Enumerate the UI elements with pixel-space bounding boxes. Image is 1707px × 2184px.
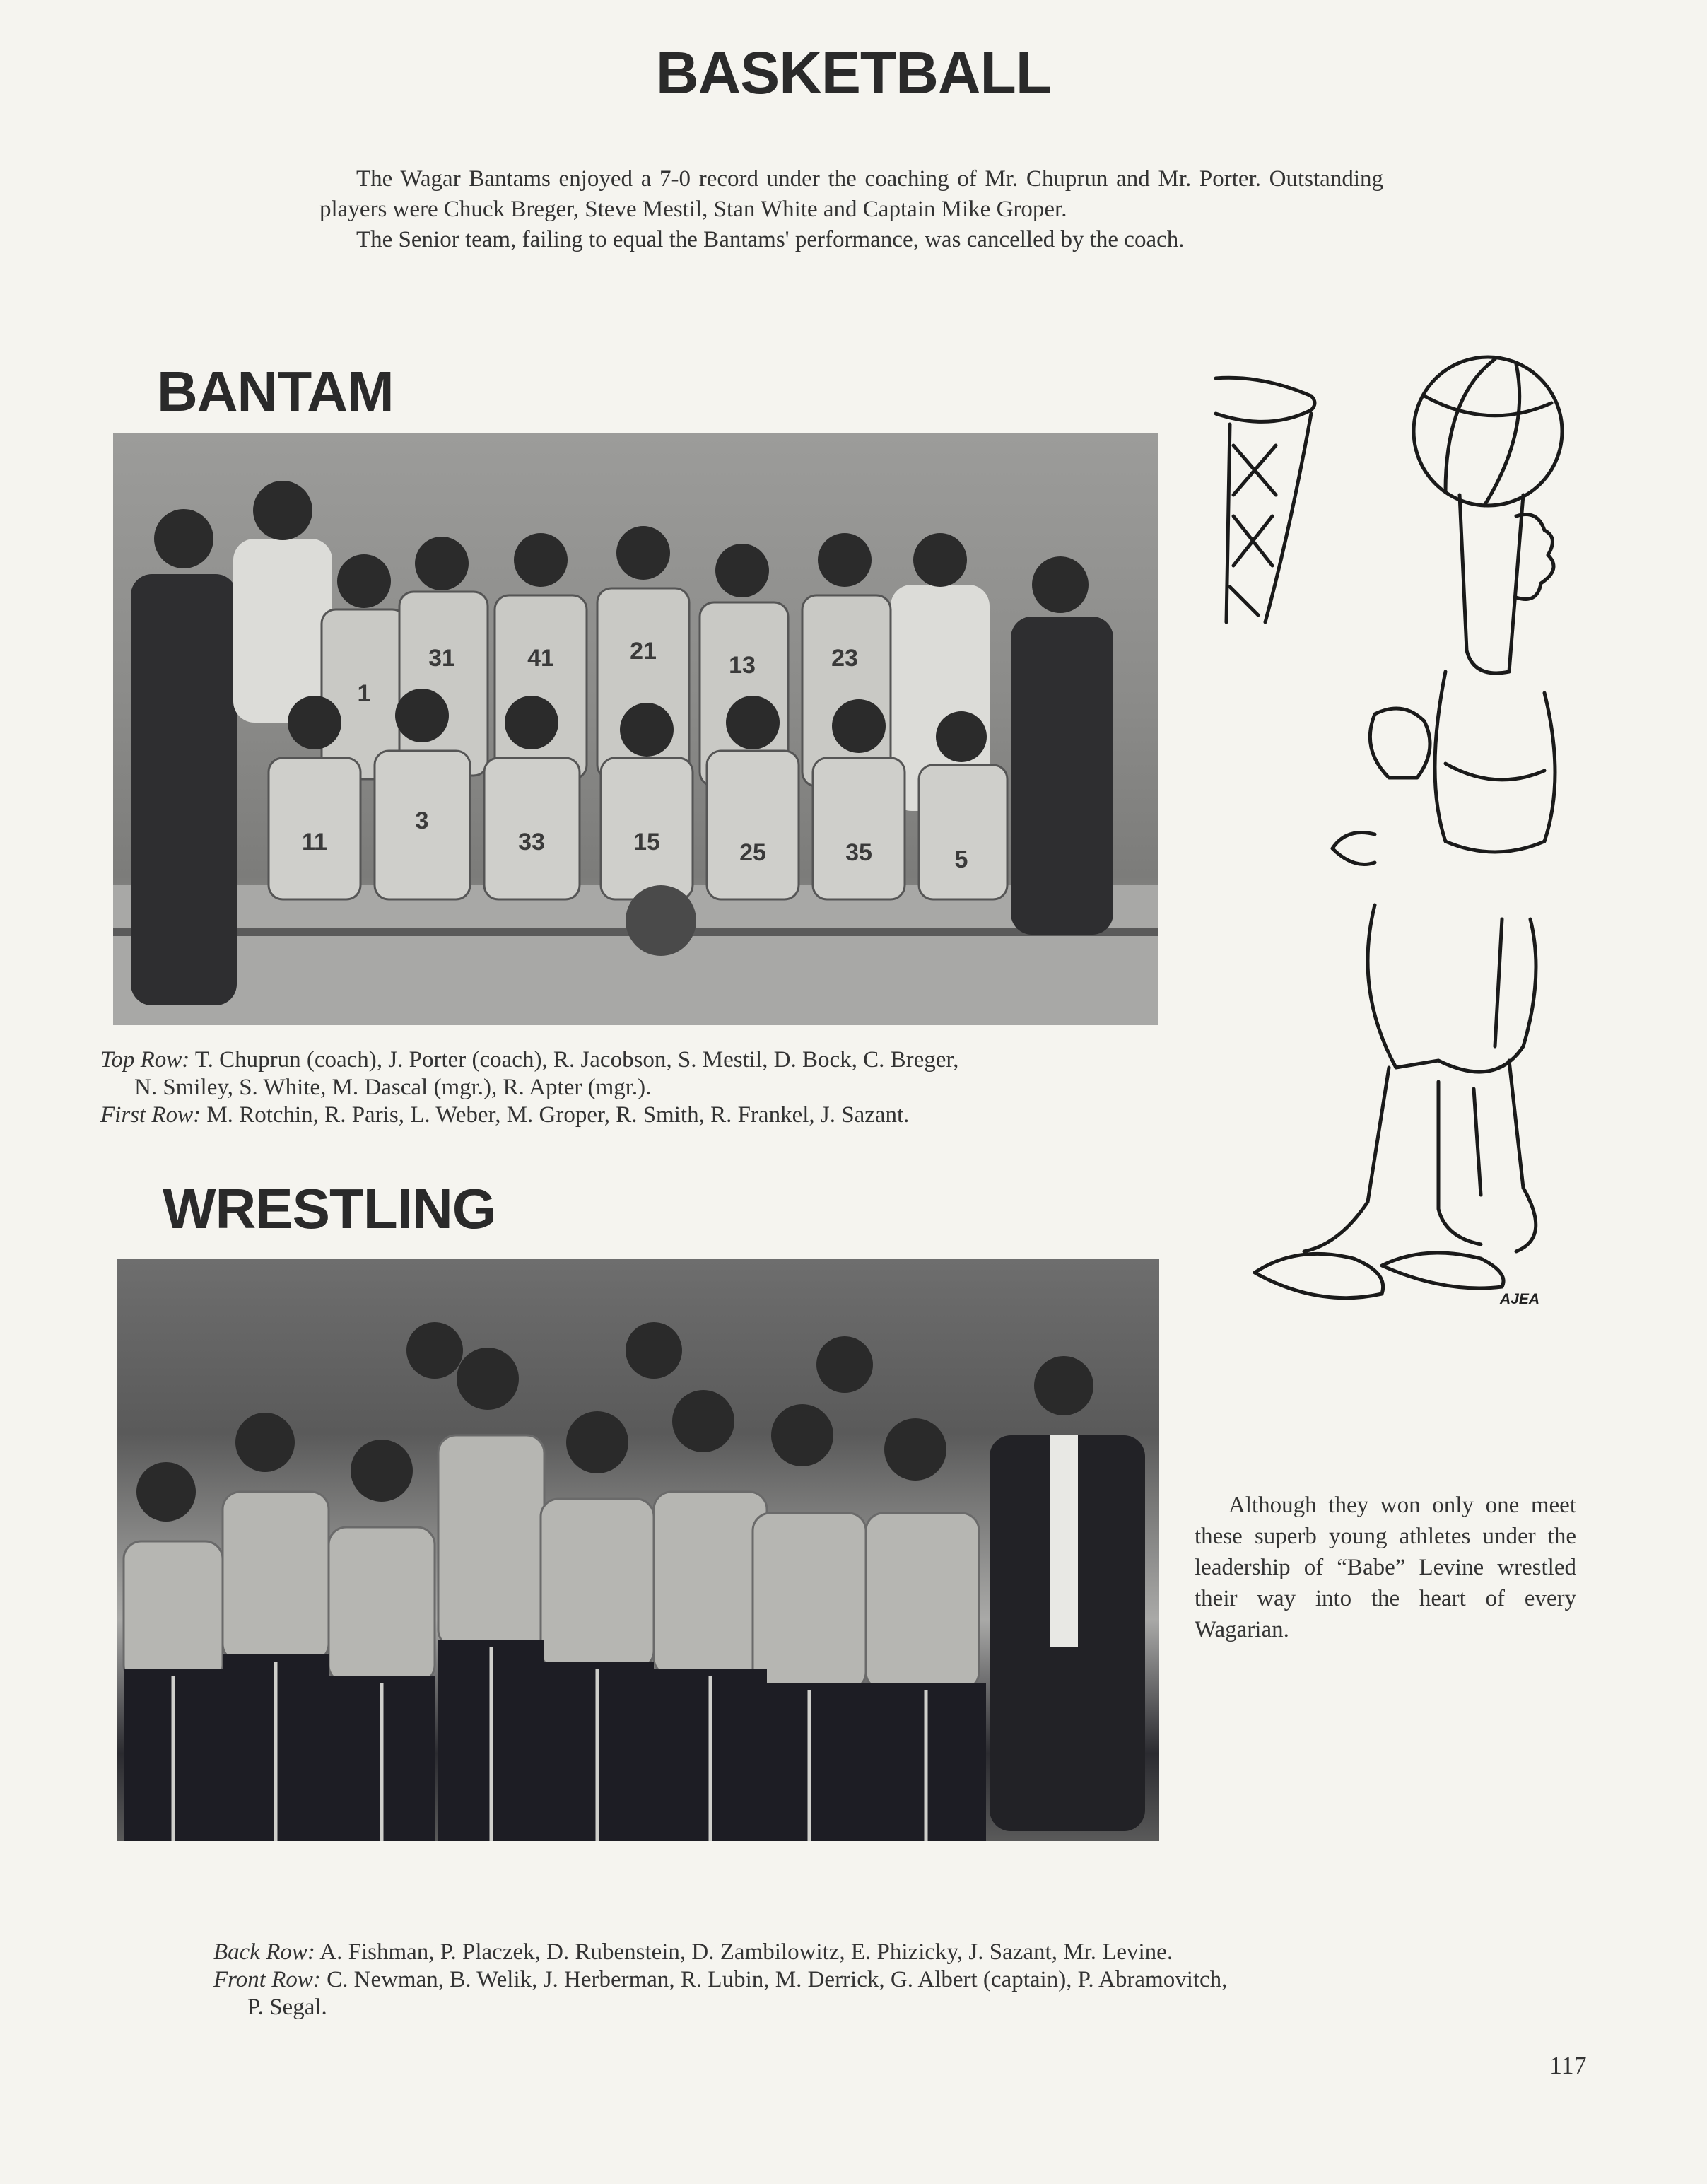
back-row-names: A. Fishman, P. Placzek, D. Rubenstein, D. Zambilowitz, E. Phizicky, J. Sazant, Mr. Levine. bbox=[319, 1939, 1173, 1965]
front-row-names: C. Newman, B. Welik, J. Herberman, R. Lubin, M. Derrick, G. Albert (captain), P. Abramovitch, bbox=[327, 1967, 1228, 1992]
jersey-number: 5 bbox=[954, 846, 968, 873]
jersey-number: 25 bbox=[739, 839, 766, 866]
jersey-number: 21 bbox=[630, 638, 657, 665]
bantam-team-photo bbox=[113, 433, 1158, 1025]
wrestling-blurb-text: Although they won only one meet these superb young athletes under the leadership of “Babe” Levine wrestled their way into the heart of every Wagarian. bbox=[1195, 1493, 1576, 1642]
front-row-label: Front Row: bbox=[213, 1967, 321, 1992]
jersey-number: 23 bbox=[831, 645, 858, 672]
jersey-number: 31 bbox=[428, 645, 455, 672]
bantam-heading: BANTAM bbox=[157, 360, 394, 423]
jersey-number: 41 bbox=[527, 645, 554, 672]
top-row-names: T. Chuprun (coach), J. Porter (coach), R. Jacobson, S. Mestil, D. Bock, C. Breger, bbox=[194, 1047, 959, 1073]
page-number: 117 bbox=[1549, 2051, 1587, 2079]
back-row-label: Back Row: bbox=[213, 1939, 315, 1965]
first-row-names: M. Rotchin, R. Paris, L. Weber, M. Groper, R. Smith, R. Frankel, J. Sazant. bbox=[206, 1102, 910, 1128]
first-row-label: First Row: bbox=[100, 1102, 201, 1128]
wrestling-front-row bbox=[213, 1966, 1556, 1994]
top-row-label: Top Row: bbox=[100, 1047, 190, 1073]
front-row-names-cont: P. Segal. bbox=[247, 1995, 327, 2020]
intro-paragraph-1: The Wagar Bantams enjoyed a 7-0 record under the coaching of Mr. Chuprun and Mr. Porter. Outstanding players were Chuck Breger, Steve Mestil, Stan White and Captain Mike Groper. bbox=[319, 166, 1383, 222]
wrestling-heading: WRESTLING bbox=[163, 1177, 495, 1240]
jersey-number: 35 bbox=[845, 839, 872, 866]
bantam-caption bbox=[100, 1046, 1217, 1129]
artist-signature: AJEA bbox=[1500, 1291, 1540, 1307]
wrestling-blurb bbox=[1195, 1490, 1576, 1645]
jersey-number: 33 bbox=[518, 829, 545, 856]
basketball-cartoon-illustration bbox=[1212, 354, 1580, 1322]
top-row-names-cont: N. Smiley, S. White, M. Dascal (mgr.), R. Apter (mgr.). bbox=[134, 1075, 652, 1100]
bantam-top-row bbox=[100, 1046, 1217, 1074]
intro-paragraph-2: The Senior team, failing to equal the Bantams' performance, was cancelled by the coach. bbox=[356, 227, 1185, 252]
wrestling-back-row bbox=[213, 1939, 1556, 1966]
wrestling-caption bbox=[213, 1939, 1556, 2021]
intro-text bbox=[319, 164, 1383, 255]
bantam-first-row bbox=[100, 1102, 1217, 1129]
page-title: BASKETBALL bbox=[655, 40, 1052, 106]
jersey-number: 11 bbox=[302, 829, 327, 856]
jersey-number: 3 bbox=[415, 807, 429, 834]
wrestling-team-photo bbox=[117, 1259, 1159, 1841]
jersey-number: 13 bbox=[729, 652, 756, 679]
jersey-number: 1 bbox=[357, 680, 371, 707]
jersey-number: 15 bbox=[633, 829, 660, 856]
